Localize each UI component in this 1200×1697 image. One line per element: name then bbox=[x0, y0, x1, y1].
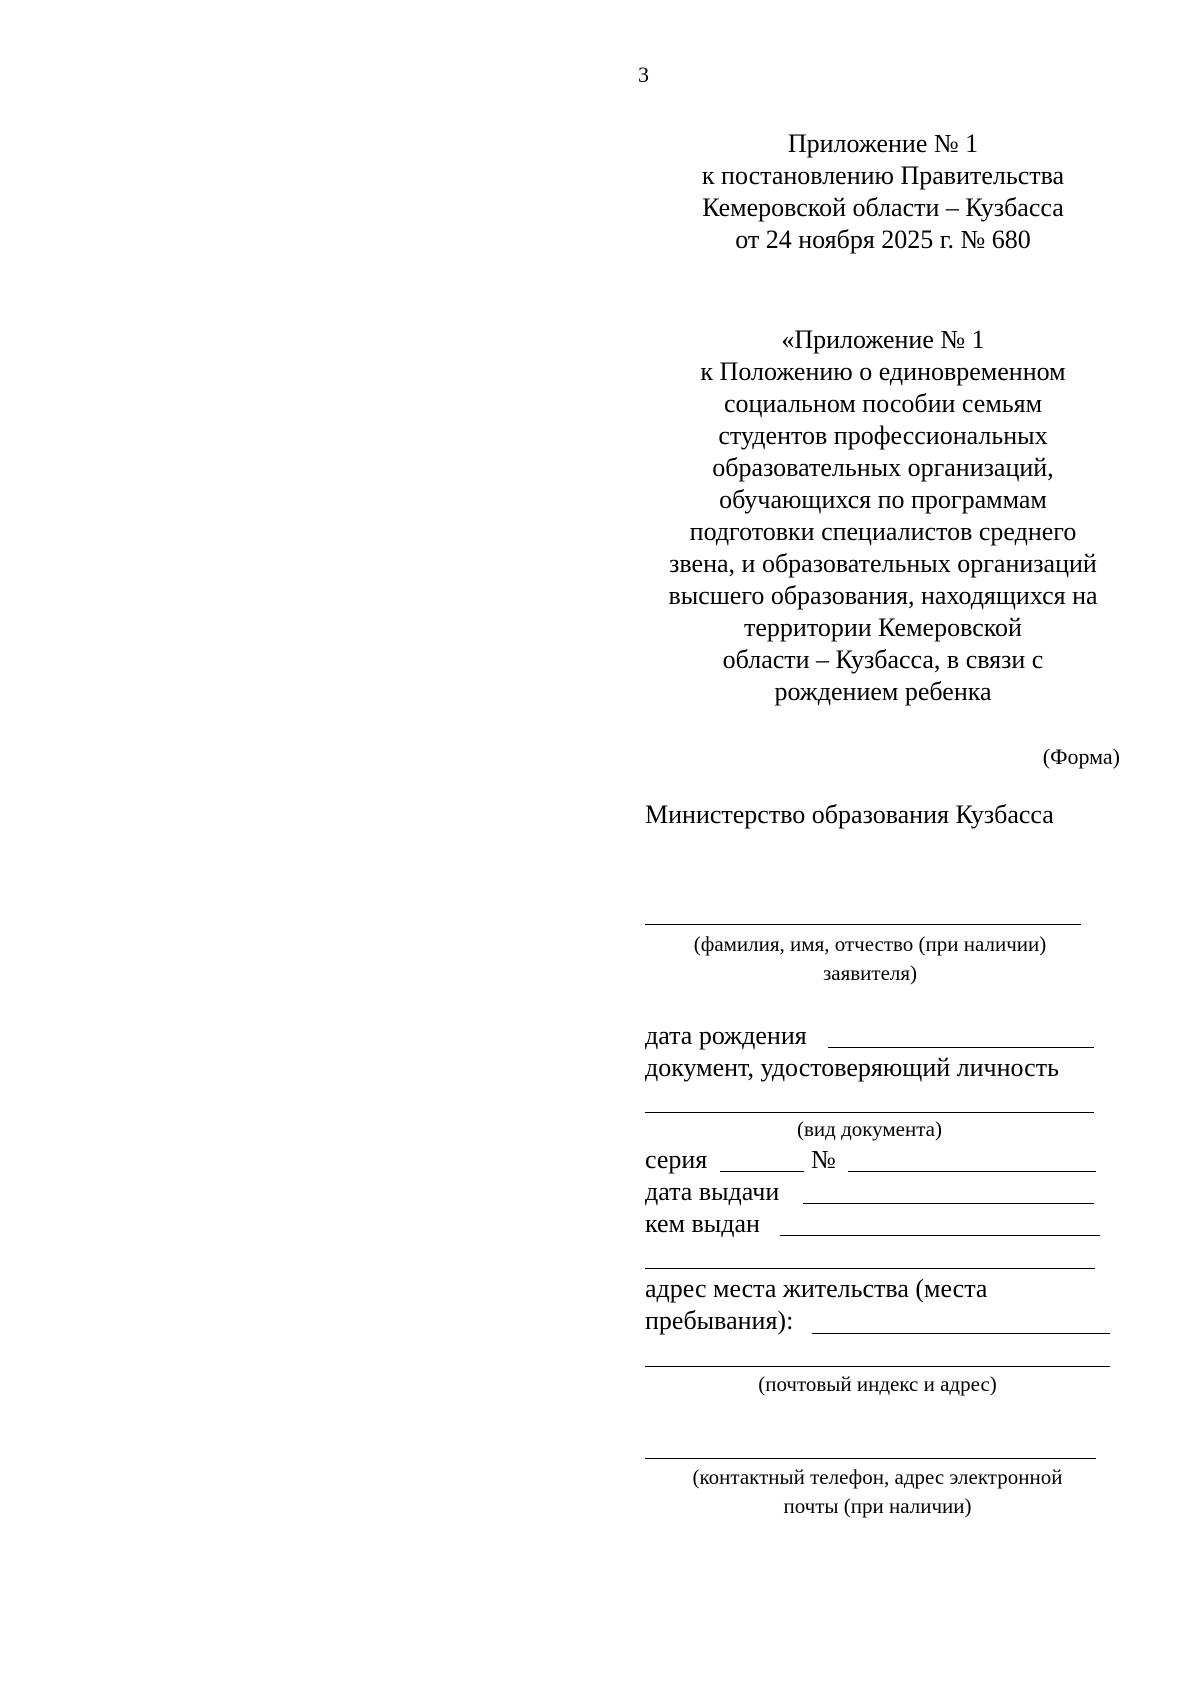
series-label: серия bbox=[645, 1145, 708, 1174]
document-type-caption: (вид документа) bbox=[797, 1117, 942, 1141]
contact-line[interactable] bbox=[645, 1458, 1096, 1459]
address-caption: (почтовый индекс и адрес) bbox=[758, 1372, 997, 1396]
applicant-name-caption: (фамилия, имя, отчество (при наличии) заявителя) bbox=[693, 932, 1047, 985]
address-line[interactable] bbox=[812, 1333, 1110, 1334]
address-line-2[interactable] bbox=[645, 1366, 1110, 1367]
series-line[interactable] bbox=[720, 1171, 804, 1172]
document-type-line[interactable] bbox=[645, 1112, 1094, 1113]
annex-header-line: территории Кемеровской bbox=[744, 613, 1022, 642]
annex-header-line: рождением ребенка bbox=[774, 677, 992, 706]
addressee-ministry: Министерство образования Кузбасса bbox=[645, 800, 1054, 829]
annex-header-line: обучающихся по программам bbox=[719, 485, 1047, 514]
annex-header bbox=[640, 324, 1126, 708]
birth-date-label: дата рождения bbox=[645, 1021, 807, 1050]
approval-header bbox=[640, 128, 1126, 256]
applicant-name-line[interactable] bbox=[645, 924, 1081, 925]
issued-by-label: кем выдан bbox=[645, 1209, 760, 1238]
issued-by-line[interactable] bbox=[780, 1235, 1100, 1236]
issue-date-label: дата выдачи bbox=[645, 1177, 780, 1206]
contact-caption: (контактный телефон, адрес электронной почты (при наличии) bbox=[692, 1465, 1063, 1518]
annex-header-line: звена, и образовательных организаций bbox=[669, 549, 1097, 578]
annex-header-line: высшего образования, находящихся на bbox=[668, 581, 1098, 610]
annex-header-line: к Положению о единовременном bbox=[700, 357, 1066, 386]
approval-header-line: от 24 ноября 2025 г. № 680 bbox=[735, 225, 1031, 254]
annex-header-line: студентов профессиональных bbox=[718, 421, 1048, 450]
annex-header-line: образовательных организаций, bbox=[712, 453, 1054, 482]
page-number: 3 bbox=[638, 62, 649, 87]
annex-header-line: области – Кузбасса, в связи с bbox=[722, 645, 1044, 674]
identity-document-label: документ, удостоверяющий личность bbox=[645, 1053, 1059, 1082]
issue-date-line[interactable] bbox=[803, 1203, 1094, 1204]
issued-by-line-2[interactable] bbox=[645, 1268, 1095, 1269]
address-label-line2: пребывания): bbox=[645, 1306, 794, 1335]
approval-header-line: к постановлению Правительства bbox=[701, 161, 1065, 190]
birth-date-line[interactable] bbox=[828, 1047, 1094, 1048]
annex-header-line: социальном пособии семьям bbox=[723, 389, 1043, 418]
annex-header-line: «Приложение № 1 bbox=[781, 325, 985, 354]
address-label-line1: адрес места жительства (места bbox=[645, 1274, 988, 1303]
approval-header-line: Кемеровской области – Кузбасса bbox=[702, 193, 1064, 222]
approval-header-line: Приложение № 1 bbox=[787, 129, 979, 158]
form-label: (Форма) bbox=[1042, 744, 1120, 769]
annex-header-line: подготовки специалистов среднего bbox=[689, 517, 1077, 546]
number-label: № bbox=[811, 1145, 836, 1174]
number-line[interactable] bbox=[848, 1171, 1096, 1172]
